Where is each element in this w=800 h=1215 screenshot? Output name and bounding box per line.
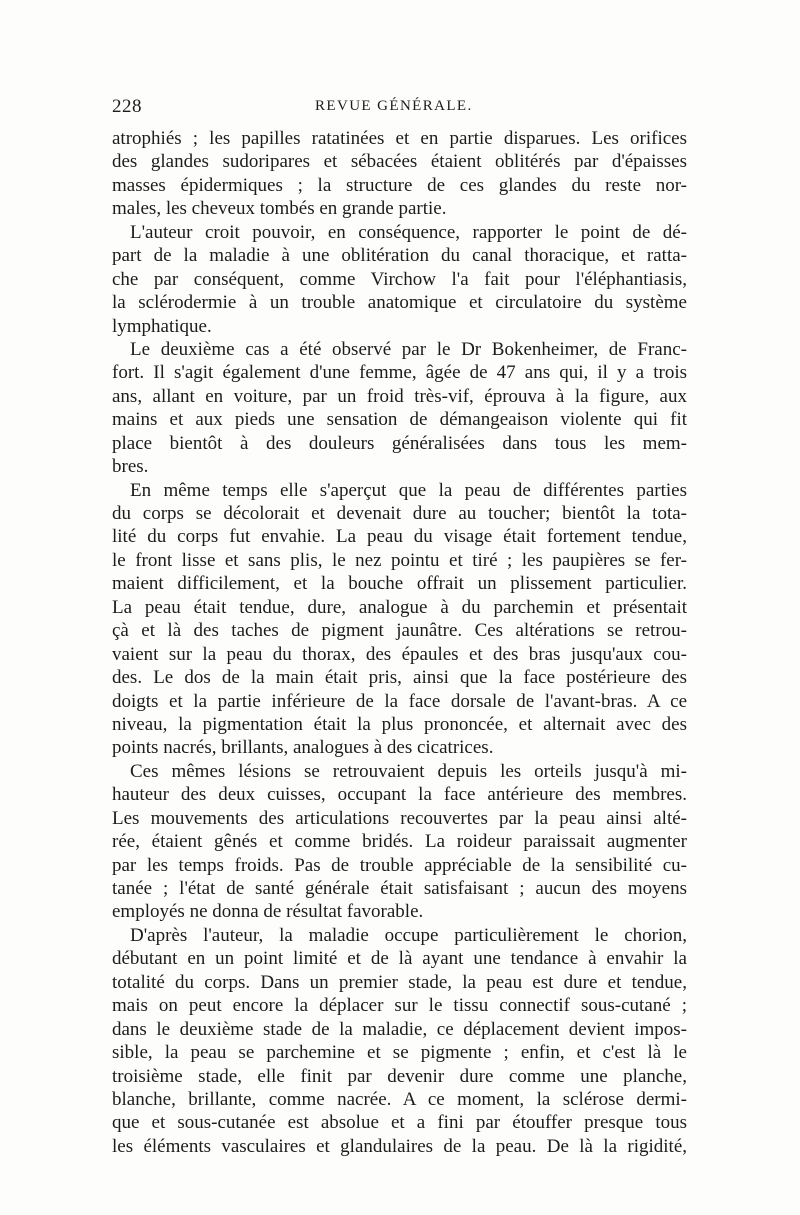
text-line: bres.	[112, 456, 149, 478]
text-line: blanche, brillante, comme nacrée. A ce moment, la sclérose dermi-	[112, 1088, 687, 1110]
text-line: du corps se décolorait et devenait dure au toucher; bientôt la tota-	[112, 503, 687, 524]
text-line: masses épidermiques ; la structure de ces glandes du reste nor-	[112, 174, 687, 196]
text-line: Ces mêmes lésions se retrouvaient depuis les orteils jusqu'à mi-	[130, 760, 687, 782]
text-line: Le deuxième cas a été observé par le Dr Bokenheimer, de Franc-	[130, 338, 687, 360]
text-line: hauteur des deux cuisses, occupant la face antérieure des membres.	[112, 784, 687, 806]
text-line: males, les cheveux tombés en grande partie.	[112, 198, 447, 220]
text-line: par les temps froids. Pas de trouble appréciable de la sensibilité cu-	[112, 854, 687, 876]
page-number: 228	[112, 96, 142, 117]
text-line: points nacrés, brillants, analogues à des cicatrices.	[112, 737, 494, 759]
text-line: Les mouvements des articulations recouvertes par la peau ainsi alté-	[112, 807, 687, 829]
text-line: maient difficilement, et la bouche offrait un plissement particulier.	[112, 573, 687, 595]
text-line: tanée ; l'état de santé générale était satisfaisant ; aucun des moyens	[112, 878, 687, 899]
text-line: En même temps elle s'aperçut que la peau de différentes parties	[130, 479, 687, 501]
text-line: L'auteur croit pouvoir, en conséquence, rapporter le point de dé-	[130, 221, 687, 243]
body-text	[112, 127, 687, 1158]
text-line: çà et là des taches de pigment jaunâtre. Ces altérations se retrou-	[112, 620, 687, 642]
text-line: sible, la peau se parchemine et se pigmente ; enfin, et c'est là le	[112, 1042, 687, 1064]
text-line: les éléments vasculaires et glandulaires de la peau. De là la rigidité,	[112, 1135, 687, 1157]
text-line: D'après l'auteur, la maladie occupe particulièrement le chorion,	[130, 924, 687, 946]
text-line: employés ne donna de résultat favorable.	[112, 901, 424, 923]
text-line: rée, étaient gênés et comme bridés. La roideur paraissait augmenter	[112, 831, 687, 853]
text-line: des. Le dos de la main était pris, ainsi que la face postérieure des	[112, 667, 687, 689]
running-title: REVUE GÉNÉRALE.	[315, 98, 473, 114]
text-line: atrophiés ; les papilles ratatinées et en partie disparues. Les orifices	[112, 128, 687, 149]
text-line: la sclérodermie à un trouble anatomique et circulatoire du système	[112, 292, 687, 314]
text-line: mains et aux pieds une sensation de démangeaison violente qui fit	[112, 409, 687, 431]
running-header	[112, 96, 687, 120]
text-line: La peau était tendue, dure, analogue à du parchemin et présentait	[112, 596, 687, 618]
text-line: le front lisse et sans plis, le nez pointu et tiré ; les paupières se fer-	[112, 549, 687, 571]
text-line: totalité du corps. Dans un premier stade, la peau est dure et tendue,	[112, 971, 687, 993]
text-line: des glandes sudoripares et sébacées étaient oblitérés par d'épaisses	[112, 151, 687, 173]
text-line: que et sous-cutanée est absolue et a fini par étouffer presque tous	[112, 1112, 687, 1134]
text-line: vaient sur la peau du thorax, des épaules et des bras jusqu'aux cou-	[112, 643, 687, 665]
text-line: ans, allant en voiture, par un froid très-vif, éprouva à la figure, aux	[112, 385, 687, 407]
text-line: lité du corps fut envahie. La peau du visage était fortement tendue,	[112, 526, 687, 548]
text-line: che par conséquent, comme Virchow l'a fait pour l'éléphantiasis,	[112, 268, 687, 290]
text-line: lymphatique.	[112, 315, 212, 337]
text-line: dans le deuxième stade de la maladie, ce déplacement devient impos-	[112, 1018, 687, 1040]
text-line: fort. Il s'agit également d'une femme, âgée de 47 ans qui, il y a trois	[112, 362, 687, 384]
text-line: débutant en un point limité et de là ayant une tendance à envahir la	[112, 948, 687, 970]
text-line: niveau, la pigmentation était la plus prononcée, et alternait avec des	[112, 713, 687, 735]
text-line: place bientôt à des douleurs généralisées dans tous les mem-	[112, 432, 687, 454]
text-line: troisième stade, elle finit par devenir dure comme une planche,	[112, 1065, 687, 1087]
text-line: doigts et la partie inférieure de la face dorsale de l'avant-bras. A ce	[112, 690, 687, 712]
text-line: part de la maladie à une oblitération du canal thoracique, et ratta-	[112, 245, 687, 267]
text-line: mais on peut encore la déplacer sur le tissu connectif sous-cutané ;	[112, 995, 687, 1017]
